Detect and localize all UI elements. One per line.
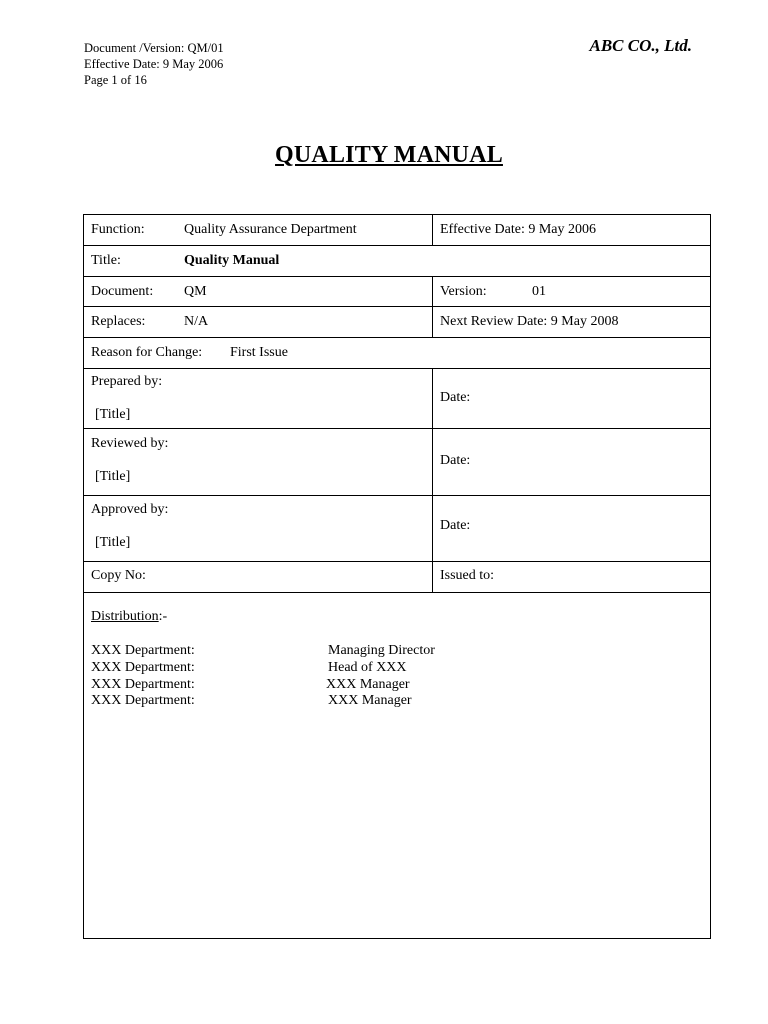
company-name: ABC CO., Ltd. (589, 36, 692, 55)
distribution-recipient: Head of XXX (328, 660, 407, 675)
prepared-date-label: Date: (440, 390, 471, 405)
distribution-department: XXX Department: (91, 693, 195, 708)
replaces-label: Replaces: (91, 314, 146, 329)
version-value: 01 (532, 284, 546, 299)
distribution-department: XXX Department: (91, 660, 195, 675)
row-replaces (84, 307, 710, 338)
document-value: QM (184, 284, 207, 299)
function-value: Quality Assurance Department (184, 222, 357, 237)
column-divider (432, 277, 433, 306)
prepared-by-label: Prepared by: (91, 374, 163, 389)
reason-label: Reason for Change: (91, 345, 203, 360)
column-divider (432, 562, 433, 592)
column-divider (432, 307, 433, 337)
reviewed-by-title: [Title] (95, 469, 131, 484)
prepared-by-title: [Title] (95, 407, 131, 422)
approved-by-label: Approved by: (91, 502, 169, 517)
approved-by-title: [Title] (95, 535, 131, 550)
column-divider (432, 369, 433, 428)
row-title (84, 246, 710, 277)
document-version: Document /Version: QM/01 (84, 41, 224, 55)
version-label: Version: (440, 284, 487, 299)
document-meta (84, 40, 224, 88)
distribution-recipient: Managing Director (328, 643, 435, 658)
row-reviewed-by (84, 429, 710, 496)
title-value: Quality Manual (184, 253, 280, 268)
next-review-date: Next Review Date: 9 May 2008 (440, 314, 619, 329)
reviewed-date-label: Date: (440, 453, 471, 468)
distribution-recipient: XXX Manager (328, 693, 412, 708)
document-label: Document: (91, 284, 154, 299)
distribution-heading-group (91, 609, 167, 625)
distribution-heading: Distribution (91, 609, 159, 624)
distribution-heading-suffix: :- (158, 609, 168, 624)
row-function (84, 215, 710, 246)
document-control-table (83, 214, 711, 939)
approved-date-label: Date: (440, 518, 471, 533)
column-divider (432, 215, 433, 245)
distribution-department: XXX Department: (91, 677, 195, 692)
row-prepared-by (84, 369, 710, 429)
row-approved-by (84, 496, 710, 562)
distribution-department: XXX Department: (91, 643, 195, 658)
distribution-section (84, 593, 710, 938)
function-label: Function: (91, 222, 145, 237)
reviewed-by-label: Reviewed by: (91, 436, 169, 451)
column-divider (432, 429, 433, 495)
replaces-value: N/A (184, 314, 209, 329)
row-copy-no (84, 562, 710, 593)
copy-no-label: Copy No: (91, 568, 146, 583)
row-document (84, 277, 710, 307)
header-effective-date: Effective Date: 9 May 2006 (84, 57, 224, 71)
issued-to-label: Issued to: (440, 568, 495, 583)
page-title: QUALITY MANUAL (275, 142, 503, 168)
title-label: Title: (91, 253, 121, 268)
column-divider (432, 496, 433, 561)
row-reason-for-change (84, 338, 710, 369)
effective-date: Effective Date: 9 May 2006 (440, 222, 597, 237)
reason-value: First Issue (230, 345, 288, 360)
distribution-recipient: XXX Manager (326, 677, 410, 692)
page-number: Page 1 of 16 (84, 73, 147, 87)
